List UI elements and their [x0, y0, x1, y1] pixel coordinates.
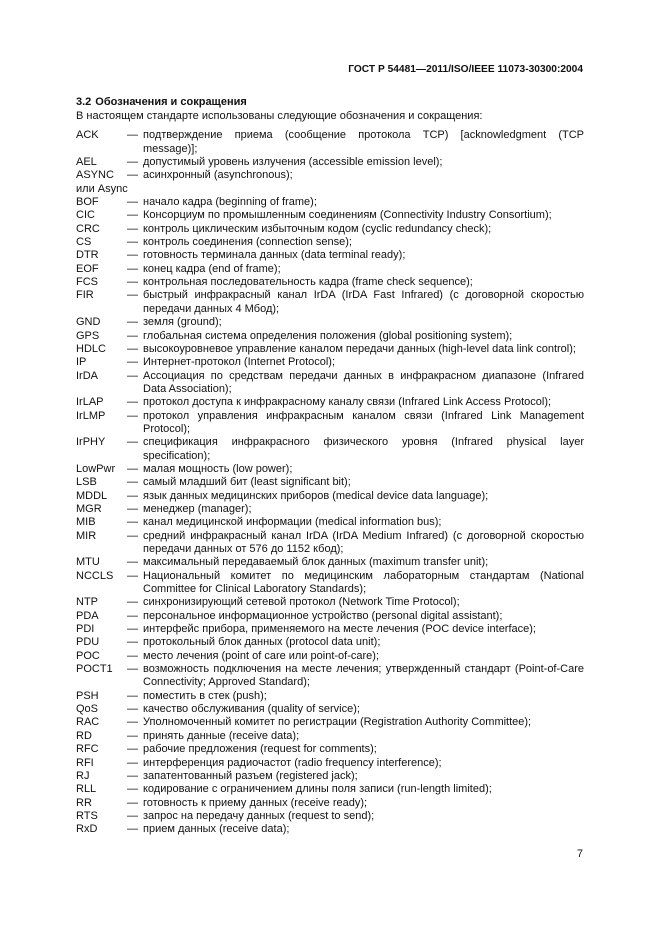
- abbreviation-entry: [76, 249, 584, 262]
- abbreviation-term-text: LSB: [76, 476, 97, 489]
- entry-dash: —: [127, 783, 138, 796]
- abbreviation-entry: [76, 610, 584, 623]
- entry-dash: —: [127, 476, 138, 489]
- abbreviation-term: [76, 730, 127, 743]
- abbreviation-entry: [76, 236, 584, 249]
- abbreviation-definition: готовность к приему данных (receive ready);: [143, 796, 368, 809]
- abbreviation-entry: [76, 156, 584, 169]
- abbreviation-definition: Консорциум по промышленным соединениям (Connectivity Industry Consortium);: [143, 209, 552, 222]
- abbreviation-term: [76, 463, 127, 476]
- entry-dash: —: [127, 502, 138, 515]
- abbreviation-definition: язык данных медицинских приборов (medical device data language);: [143, 489, 489, 502]
- abbreviation-entry: [76, 623, 584, 636]
- abbreviation-term: [76, 636, 127, 649]
- entry-dash: —: [127, 756, 138, 769]
- abbreviation-definition: самый младший бит (least significant bit);: [143, 476, 351, 489]
- abbreviation-term-text: ASYNC: [76, 169, 114, 182]
- entry-dash: —: [127, 169, 138, 182]
- abbreviation-definition: контроль циклическим избыточным кодом (cyclic redundancy check);: [143, 222, 492, 235]
- abbreviation-term: [76, 663, 127, 690]
- entry-dash: —: [127, 209, 138, 222]
- abbreviation-definition: подтверждение приема (сообщение протокола TCP) [acknowledgment (TCP message)];: [143, 129, 584, 155]
- abbreviation-definition: протокол доступа к инфракрасному каналу связи (Infrared Link Access Protocol);: [143, 396, 552, 409]
- abbreviation-entry: [76, 436, 584, 463]
- abbreviation-definition: поместить в стек (push);: [143, 689, 267, 702]
- abbreviation-term: [76, 556, 127, 569]
- abbreviation-term: [76, 770, 127, 783]
- abbreviation-term-text: RFI: [76, 756, 94, 769]
- entry-dash: —: [127, 329, 138, 342]
- abbreviation-definition: возможность подключения на месте лечения; утвержденный стандарт (Point-of-Care Connectivity; Approved Standard);: [143, 663, 584, 689]
- abbreviation-term-text: CS: [76, 236, 92, 249]
- entry-dash: —: [127, 369, 138, 382]
- abbreviation-term-text: CRC: [76, 222, 100, 235]
- abbreviation-term: [76, 610, 127, 623]
- abbreviation-entry: [76, 209, 584, 222]
- abbreviation-term: [76, 289, 127, 316]
- abbreviation-term-text: HDLC: [76, 342, 106, 355]
- entry-dash: —: [127, 729, 138, 742]
- abbreviation-definition: максимальный передаваемый блок данных (maximum transfer unit);: [143, 556, 489, 569]
- abbreviation-term-text: PDA: [76, 609, 99, 622]
- abbreviation-term-text: POCT1: [76, 663, 113, 676]
- entry-dash: —: [127, 262, 138, 275]
- abbreviation-definition: менеджер (manager);: [143, 502, 252, 515]
- entry-dash: —: [127, 396, 138, 409]
- abbreviation-entry: [76, 596, 584, 609]
- abbreviation-definition: место лечения (point of care или point-of-care);: [143, 649, 380, 662]
- section-abbreviations: [76, 95, 584, 837]
- abbreviation-entry: [76, 650, 584, 663]
- abbreviation-entry: [76, 343, 584, 356]
- abbreviation-entry: [76, 276, 584, 289]
- abbreviation-term: [76, 490, 127, 503]
- abbreviation-entry: [76, 463, 584, 476]
- abbreviation-definition: рабочие предложения (request for comments);: [143, 743, 377, 756]
- abbreviation-term-text: QoS: [76, 703, 99, 716]
- abbreviation-term-text: IP: [76, 356, 87, 369]
- entry-dash: —: [127, 516, 138, 529]
- abbreviation-entry: [76, 196, 584, 209]
- abbreviation-entry: [76, 169, 584, 196]
- abbreviation-term-text: RJ: [76, 769, 90, 782]
- abbreviation-term-text: RR: [76, 796, 92, 809]
- abbreviation-definition: канал медицинской информации (medical information bus);: [143, 516, 442, 529]
- abbreviation-term: [76, 330, 127, 343]
- abbreviation-entry: [76, 770, 584, 783]
- abbreviation-term: [76, 396, 127, 409]
- abbreviation-definition: Уполномоченный комитет по регистрации (Registration Authority Committee);: [143, 716, 532, 729]
- abbreviation-term-text: AEL: [76, 156, 97, 169]
- abbreviation-term-text: NTP: [76, 596, 98, 609]
- entry-dash: —: [127, 276, 138, 289]
- abbreviation-entry: [76, 556, 584, 569]
- abbreviation-term-text: ACK: [76, 129, 99, 142]
- abbreviation-term-text: MIR: [76, 529, 97, 542]
- entry-dash: —: [127, 196, 138, 209]
- abbreviation-term-text: POC: [76, 649, 100, 662]
- abbreviation-term: [76, 623, 127, 636]
- abbreviation-entry: [76, 530, 584, 557]
- abbreviation-term: [76, 530, 127, 557]
- abbreviation-term-text: LowPwr: [76, 462, 116, 475]
- entry-dash: —: [127, 689, 138, 702]
- entry-dash: —: [127, 769, 138, 782]
- abbreviation-term-text: IrLAP: [76, 396, 104, 409]
- abbreviation-entry: [76, 370, 584, 397]
- entry-dash: —: [127, 249, 138, 262]
- abbreviation-definition: асинхронный (asynchronous);: [143, 169, 293, 182]
- abbreviation-term-text: FCS: [76, 276, 98, 289]
- abbreviation-term-text: MGR: [76, 502, 102, 515]
- abbreviation-definition: интерфейс прибора, применяемого на месте лечения (POC device interface);: [143, 623, 536, 636]
- abbreviation-term: [76, 703, 127, 716]
- entry-dash: —: [127, 623, 138, 636]
- abbreviation-definition: кодирование с ограничением длины поля записи (run-length limited);: [143, 783, 492, 796]
- abbreviation-term: [76, 596, 127, 609]
- entry-dash: —: [127, 596, 138, 609]
- abbreviation-entry: [76, 783, 584, 796]
- abbreviation-term: [76, 343, 127, 356]
- abbreviation-term-alt: или Async: [76, 182, 128, 195]
- abbreviation-entry: [76, 823, 584, 836]
- abbreviation-term: [76, 223, 127, 236]
- abbreviation-term-text: RAC: [76, 716, 100, 729]
- abbreviation-term: [76, 783, 127, 796]
- abbreviation-definition: начало кадра (beginning of frame);: [143, 196, 317, 209]
- abbreviation-entry: [76, 757, 584, 770]
- entry-dash: —: [127, 609, 138, 622]
- abbreviation-term-text: DTR: [76, 249, 99, 262]
- abbreviation-term-text: CIC: [76, 209, 95, 222]
- abbreviation-term-text: IrDA: [76, 369, 98, 382]
- entry-dash: —: [127, 462, 138, 475]
- abbreviation-term: [76, 370, 127, 397]
- abbreviation-entry: [76, 410, 584, 437]
- entry-dash: —: [127, 716, 138, 729]
- abbreviation-definition: контрольная последовательность кадра (frame check sequence);: [143, 276, 473, 289]
- abbreviation-term-text: PSH: [76, 689, 99, 702]
- abbreviation-term: [76, 516, 127, 529]
- abbreviation-term: [76, 249, 127, 262]
- standard-header: ГОСТ Р 54481—2011/ISO/IEEE 11073-30300:2004: [348, 64, 583, 75]
- abbreviation-term: [76, 196, 127, 209]
- entry-dash: —: [127, 236, 138, 249]
- abbreviation-entry: [76, 663, 584, 690]
- entry-dash: —: [127, 663, 138, 676]
- abbreviation-definition: быстрый инфракрасный канал IrDA (IrDA Fast Infrared) (с договорной скоростью передачи данных 4 Мбод);: [143, 289, 584, 315]
- entry-dash: —: [127, 489, 138, 502]
- abbreviation-entry: [76, 810, 584, 823]
- abbreviation-definition: конец кадра (end of frame);: [143, 262, 281, 275]
- abbreviation-term-text: GND: [76, 316, 101, 329]
- abbreviation-entry: [76, 797, 584, 810]
- abbreviation-entry: [76, 330, 584, 343]
- abbreviation-term-text: RTS: [76, 809, 98, 822]
- abbreviation-term: [76, 757, 127, 770]
- abbreviation-entry: [76, 289, 584, 316]
- abbreviation-term-text: RD: [76, 729, 92, 742]
- abbreviation-term: [76, 797, 127, 810]
- abbreviation-term: [76, 503, 127, 516]
- abbreviation-term-text: RLL: [76, 783, 97, 796]
- abbreviation-definition: персональное информационное устройство (personal digital assistant);: [143, 609, 503, 622]
- abbreviation-term-text: NCCLS: [76, 569, 114, 582]
- abbreviation-term: [76, 276, 127, 289]
- abbreviation-definition: протокольный блок данных (protocol data unit);: [143, 636, 381, 649]
- abbreviation-definition: запатентованный разъем (registered jack);: [143, 769, 358, 782]
- entry-dash: —: [127, 222, 138, 235]
- abbreviation-term: [76, 476, 127, 489]
- abbreviation-term: [76, 743, 127, 756]
- abbreviation-entry: [76, 503, 584, 516]
- abbreviation-term-text: MDDL: [76, 489, 108, 502]
- abbreviation-entry: [76, 570, 584, 597]
- abbreviation-term: [76, 129, 127, 156]
- abbreviation-term-text: IrLMP: [76, 409, 106, 422]
- abbreviation-definition: высокоуровневое управление каналом передачи данных (high-level data link control);: [143, 342, 576, 355]
- abbreviation-term: [76, 716, 127, 729]
- abbreviation-entry: [76, 316, 584, 329]
- page-number: 7: [576, 848, 583, 860]
- abbreviation-entry: [76, 703, 584, 716]
- entry-dash: —: [127, 796, 138, 809]
- abbreviation-definition: Интернет-протокол (Internet Protocol);: [143, 356, 336, 369]
- abbreviation-term: [76, 570, 127, 597]
- abbreviation-definition: протокол управления инфракрасным каналом связи (Infrared Link Management Protocol);: [143, 409, 584, 435]
- abbreviation-definition: средний инфракрасный канал IrDA (IrDA Medium Infrared) (с договорной скоростью передачи данных от 576 до 1152 кбод);: [143, 529, 584, 555]
- abbreviation-entry: [76, 129, 584, 156]
- abbreviation-term: [76, 810, 127, 823]
- abbreviation-term-text: RxD: [76, 823, 98, 836]
- abbreviation-term: [76, 823, 127, 836]
- abbreviation-definition: Национальный комитет по медицинским лабораторным стандартам (National Committee for Clinical Laboratory Standards);: [143, 569, 584, 596]
- entry-dash: —: [127, 289, 138, 302]
- section-title: Обозначения и сокращения: [95, 96, 247, 108]
- abbreviation-term: [76, 169, 127, 196]
- section-intro: В настоящем стандарте использованы следующие обозначения и сокращения:: [76, 110, 483, 122]
- abbreviation-entry: [76, 636, 584, 649]
- entry-dash: —: [127, 529, 138, 542]
- entry-dash: —: [127, 823, 138, 836]
- abbreviation-entry: [76, 743, 584, 756]
- abbreviation-definition: глобальная система определения положения (global positioning system);: [143, 329, 513, 342]
- abbreviation-term-text: MTU: [76, 556, 100, 569]
- abbreviation-definition: синхронизирующий сетевой протокол (Network Time Protocol);: [143, 596, 460, 609]
- abbreviation-entry: [76, 476, 584, 489]
- abbreviation-term: [76, 436, 127, 463]
- entry-dash: —: [127, 356, 138, 369]
- abbreviation-definition: интерференция радиочастот (radio frequency interference);: [143, 756, 442, 769]
- entry-dash: —: [127, 556, 138, 569]
- abbreviation-entry: [76, 223, 584, 236]
- abbreviation-list: [76, 129, 584, 836]
- entry-dash: —: [127, 809, 138, 822]
- abbreviation-term-text: PDI: [76, 623, 95, 636]
- abbreviation-definition: контроль соединения (connection sense);: [143, 236, 352, 249]
- abbreviation-term: [76, 209, 127, 222]
- abbreviation-term: [76, 316, 127, 329]
- entry-dash: —: [127, 409, 138, 422]
- abbreviation-definition: принять данные (receive data);: [143, 729, 300, 742]
- abbreviation-entry: [76, 730, 584, 743]
- abbreviation-entry: [76, 516, 584, 529]
- abbreviation-term-text: MIB: [76, 516, 96, 529]
- entry-dash: —: [127, 436, 138, 449]
- abbreviation-term-text: EOF: [76, 262, 99, 275]
- abbreviation-term-text: PDU: [76, 636, 100, 649]
- entry-dash: —: [127, 636, 138, 649]
- abbreviation-definition: запрос на передачу данных (request to send);: [143, 809, 375, 822]
- abbreviation-entry: [76, 690, 584, 703]
- abbreviation-entry: [76, 356, 584, 369]
- abbreviation-term-text: GPS: [76, 329, 100, 342]
- entry-dash: —: [127, 156, 138, 169]
- abbreviation-term-text: FIR: [76, 289, 94, 302]
- section-number: 3.2: [76, 96, 92, 108]
- abbreviation-definition: спецификация инфракрасного физического уровня (Infrared physical layer specification);: [143, 436, 584, 462]
- abbreviation-entry: [76, 716, 584, 729]
- abbreviation-entry: [76, 490, 584, 503]
- abbreviation-definition: Ассоциация по средствам передачи данных в инфракрасном диапазоне (Infrared Data Association);: [143, 369, 584, 395]
- abbreviation-entry: [76, 396, 584, 409]
- entry-dash: —: [127, 703, 138, 716]
- entry-dash: —: [127, 342, 138, 355]
- abbreviation-definition: прием данных (receive data);: [143, 823, 290, 836]
- entry-dash: —: [127, 743, 138, 756]
- abbreviation-term: [76, 356, 127, 369]
- abbreviation-term: [76, 236, 127, 249]
- entry-dash: —: [127, 649, 138, 662]
- abbreviation-term: [76, 156, 127, 169]
- abbreviation-term: [76, 650, 127, 663]
- abbreviation-term: [76, 263, 127, 276]
- abbreviation-definition: малая мощность (low power);: [143, 462, 293, 475]
- abbreviation-term: [76, 690, 127, 703]
- abbreviation-definition: земля (ground);: [143, 316, 222, 329]
- abbreviation-term-text: IrPHY: [76, 436, 106, 449]
- abbreviation-definition: допустимый уровень излучения (accessible emission level);: [143, 156, 443, 169]
- entry-dash: —: [127, 129, 138, 142]
- entry-dash: —: [127, 569, 138, 582]
- abbreviation-term-text: BOF: [76, 196, 99, 209]
- section-heading: [76, 95, 584, 110]
- entry-dash: —: [127, 316, 138, 329]
- abbreviation-definition: готовность терминала данных (data terminal ready);: [143, 249, 406, 262]
- abbreviation-entry: [76, 263, 584, 276]
- abbreviation-term-text: RFC: [76, 743, 99, 756]
- abbreviation-definition: качество обслуживания (quality of service);: [143, 703, 360, 716]
- abbreviation-term: [76, 410, 127, 437]
